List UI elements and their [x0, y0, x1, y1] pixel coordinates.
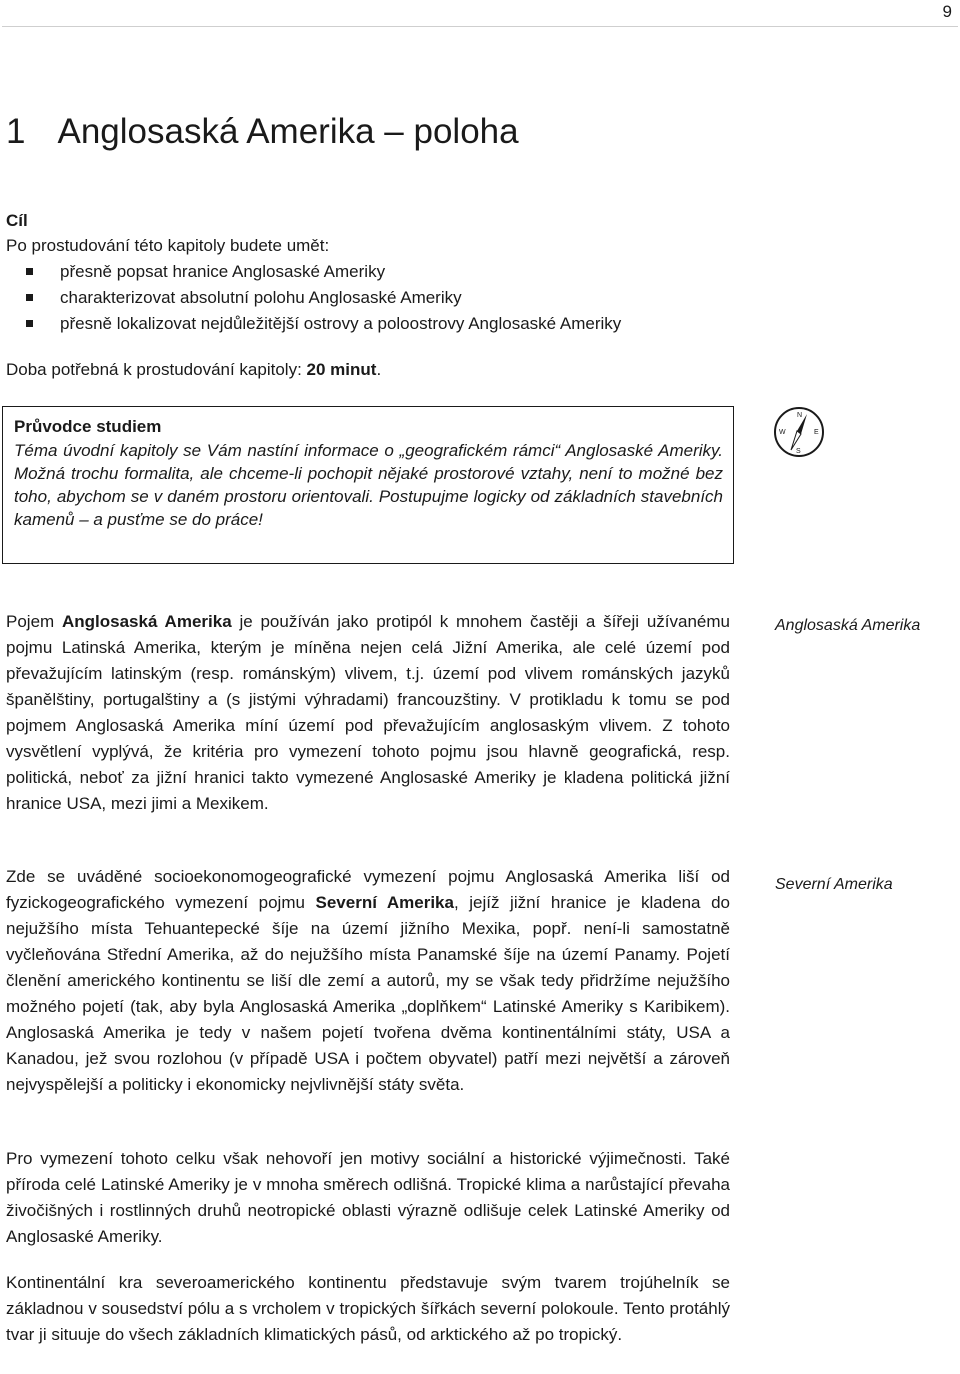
compass-label-n: N	[797, 412, 803, 419]
paragraph-severni	[6, 864, 730, 1098]
duration-text: Doba potřebná k prostudování kapitoly:	[6, 360, 307, 379]
paragraph-kontinent: Kontinentální kra severoamerického kontinentu představuje svým tvarem trojúhelník se základnou v sousedství pólu a s vrcholem v tropických šířkách severní polokoule. Tento protáhlý tvar ji situuje do všech základních klimatických pásů, od arktického až po tropický.	[6, 1273, 730, 1344]
compass-label-w: W	[779, 429, 786, 436]
duration-value: 20 minut	[306, 360, 377, 379]
square-bullet-icon	[26, 268, 33, 275]
goal-list	[6, 259, 746, 337]
chapter-number: 1	[6, 112, 26, 151]
square-bullet-icon	[26, 294, 33, 301]
goal-item-text: charakterizovat absolutní polohu Anglosaské Ameriky	[60, 288, 462, 307]
p2-term: Severní Amerika	[315, 893, 454, 912]
study-guide-title: Průvodce studiem	[14, 417, 162, 436]
goal-label: Cíl	[6, 211, 28, 230]
paragraph-priroda: Pro vymezení tohoto celku však nehovoří jen motivy sociální a historické výjimečnosti. Také příroda celé Latinské Ameriky je v mnoha směrech odlišná. Tropické klima a narůstající převaha živočišných i rostlinných druhů neotropické oblasti výrazně odlišuje celek Latinské Ameriky od Anglosaské Ameriky.	[6, 1149, 730, 1246]
goal-section	[6, 209, 746, 337]
chapter-heading	[6, 112, 519, 152]
p2-before: Zde se uváděné socioekonomogeografické vymezení pojmu Anglosaská Amerika liší od fyzickogeografického vymezení pojmu	[6, 867, 730, 912]
compass-label-s: S	[796, 448, 801, 455]
compass-label-e: E	[814, 429, 819, 436]
paragraph-anglosaska	[6, 609, 730, 817]
header-rule	[2, 26, 958, 27]
chapter-title: Anglosaská Amerika – poloha	[57, 112, 519, 151]
goal-item-text: přesně popsat hranice Anglosaské Ameriky	[60, 262, 386, 281]
margin-note-anglosaska: Anglosaská Amerika	[775, 617, 921, 634]
margin-note-severni: Severní Amerika	[775, 876, 893, 893]
goal-item-text: přesně lokalizovat nejdůležitější ostrovy a poloostrovy Anglosaské Ameriky	[60, 314, 622, 333]
goal-intro: Po prostudování této kapitoly budete umět:	[6, 236, 330, 255]
goal-item	[6, 259, 746, 285]
study-guide-box	[2, 406, 734, 564]
p1-term: Anglosaská Amerika	[61, 612, 232, 631]
duration-line	[6, 357, 381, 383]
goal-item	[6, 285, 746, 311]
p1-after: je používán jako protipól k mnohem častěji a šířeji užívanému pojmu Latinská Amerika, kterým je míněna nejen celá Jižní Amerika, ale celé území pod převažujícím latinským (resp. románským) vlivem, t.j. území pod vlivem románských jazyků španělštiny, portugalštiny a (s jistými výhradami) francouzštiny. V protikladu k tomu se pod pojmem Anglosaská Amerika míní území pod převažujícím anglosaským vlivem. Z tohoto vysvětlení vyplývá, že kritéria pro vymezení tohoto pojmu jsou hlavně geografická, resp. politická, neboť za jižní hranici takto vymezené Anglosaské Ameriky je kladena politická jižní hranice USA, mezi jimi a Mexikem.	[6, 612, 731, 813]
duration-end: .	[376, 360, 382, 379]
page-number: 9	[942, 2, 952, 21]
study-guide-text: Téma úvodní kapitoly se Vám nastíní informace o „geografickém rámci“ Anglosaské Ameriky. Možná trochu formalita, ale chceme-li pochopit nějaké prostorové vztahy, není to možné bez toho, abychom se v daném prostoru orientovali. Postupujme logicky od základních stavebních kamenů – a pusťme se do práce!	[14, 441, 723, 529]
square-bullet-icon	[26, 320, 33, 327]
p1-before: Pojem	[6, 612, 62, 631]
p2-after: , jejíž jižní hranice je kladena do nejužšího místa Tehuantepecké šíje na území jižního Mexika, popř. není-li samostatně vyčleňována Střední Amerika, až do nejužšího místa Panamské šíje na území Panamy. Pojetí členění amerického kontinentu se liší dle zemí a autorů, my se však tedy přidržíme nejužšího možného pojetí (tak, aby byla Anglosaská Amerika „doplňkem“ Latinské Ameriky s Karibikem). Anglosaská Amerika je tedy v našem pojetí tvořena dvěma kontinentálními státy, USA a Kanadou, jež svou rozlohou (v případě USA i počtem obyvatel) patří mezi největší a zároveň nejvyspělejší a politicky i ekonomicky nejvlivnější státy světa.	[6, 893, 730, 1094]
goal-item	[6, 311, 746, 337]
compass-icon	[773, 406, 825, 458]
